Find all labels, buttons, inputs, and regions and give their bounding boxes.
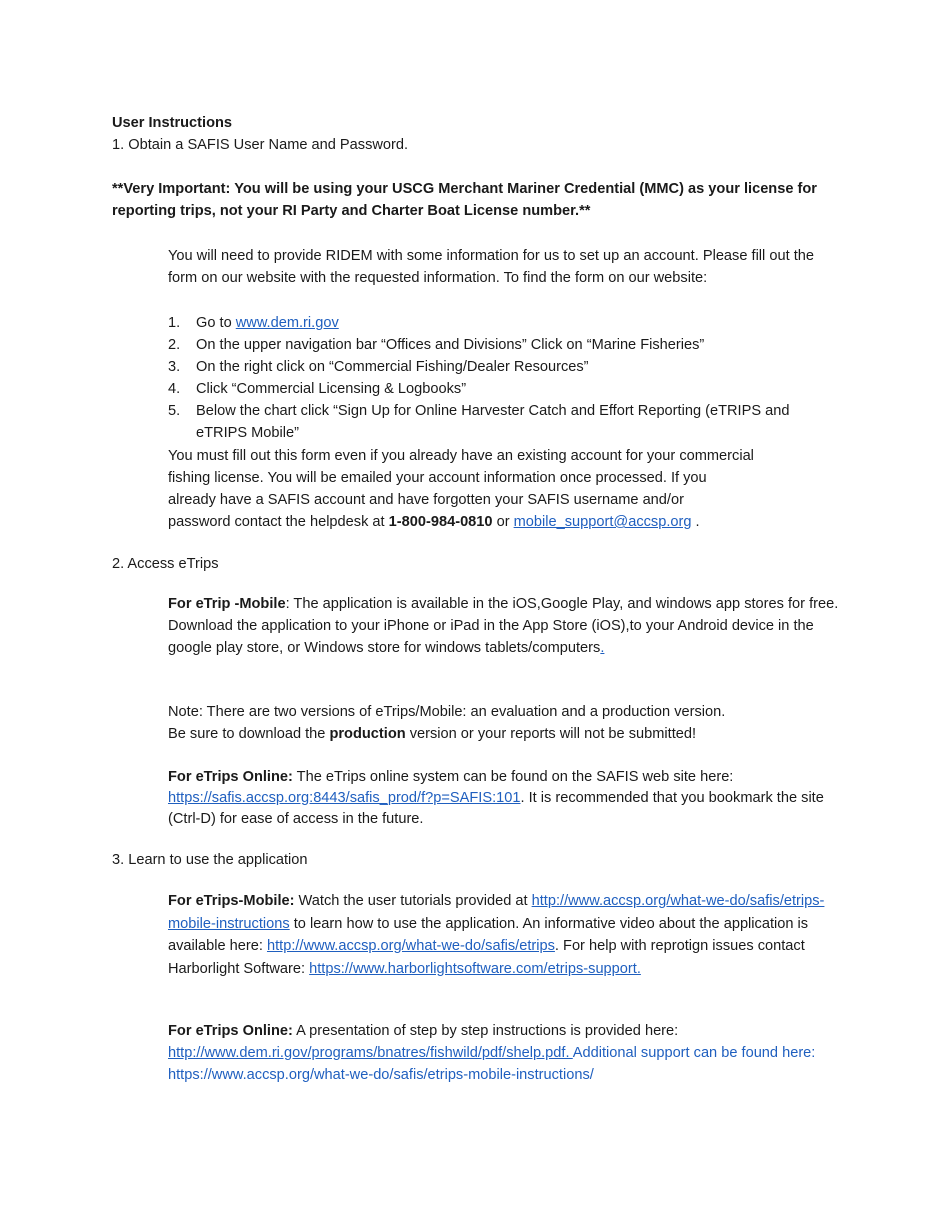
list-item: 5. Below the chart click “Sign Up for Online Harvester Catch and Effort Reporting (eTRIPS and eTRIPS Mobile” <box>168 403 790 441</box>
step-2-text: 2. Access eTrips <box>112 556 219 572</box>
tutorials-link[interactable]: http://www.accsp.org/what-we-do/safis/etrips-mobile-instructions <box>168 893 825 932</box>
instructions-list <box>168 312 840 444</box>
mobile-period-link[interactable]: . <box>600 640 605 656</box>
additional-support-text: Additional support can be found here: https://www.accsp.org/what-we-do/safis/etrips-mobile-instructions/ <box>168 1045 816 1083</box>
list-item: 3. On the right click on “Commercial Fishing/Dealer Resources” <box>168 359 589 375</box>
fillout-paragraph: You must fill out this form even if you already have an existing account for your commercial fishing license. You will be emailed your account information once processed. If you already have a SAFIS account and have forgotten your SAFIS username and/or password contact the helpdesk at 1-800-984-0810 or mobile_support@accsp.org . <box>168 448 754 530</box>
helpdesk-phone: 1-800-984-0810 <box>388 514 493 530</box>
list-item: 2. On the upper navigation bar “Offices and Divisions” Click on “Marine Fisheries” <box>168 337 705 353</box>
dem-website-link[interactable]: www.dem.ri.gov <box>235 315 339 331</box>
list-item: 4. Click “Commercial Licensing & Logbooks” <box>168 381 467 397</box>
safis-link[interactable]: https://safis.accsp.org:8443/safis_prod/f?p=SAFIS:101 <box>168 790 521 806</box>
step-1-text: 1. Obtain a SAFIS User Name and Password. <box>112 137 409 153</box>
learn-online-paragraph: For eTrips Online: A presentation of step by step instructions is provided here: http://www.dem.ri.gov/programs/bnatres/fishwild/pdf/shelp.pdf. Additional support can be found here: https://www.accsp.org/what-we-do/safis/etrips-mobile-instructions/ <box>168 1023 816 1083</box>
learn-mobile-paragraph: For eTrips-Mobile: Watch the user tutorials provided at http://www.accsp.org/what-we-do/safis/etrips-mobile-instructions to learn how to use the application. An informative video about the application is available here: http://www.accsp.org/what-we-do/safis/etrips. For help with reprotign issues contact Harborlight Software: https://www.harborlightsoftware.com/etrips-support. <box>168 893 825 977</box>
etrips-online-paragraph: For eTrips Online: The eTrips online system can be found on the SAFIS web site here: https://safis.accsp.org:8443/safis_prod/f?p=SAFIS:101. It is recommended that you bookmark the site (Ctrl-D) for ease of access in the future. <box>168 769 824 827</box>
note-paragraph: Note: There are two versions of eTrips/Mobile: an evaluation and a production version. Be sure to download the production version or your reports will not be submitted! <box>168 704 726 742</box>
section-heading: User Instructions <box>112 115 233 131</box>
support-email-link[interactable]: mobile_support@accsp.org <box>513 514 692 530</box>
step-3-text: 3. Learn to use the application <box>112 852 308 868</box>
important-notice: **Very Important: You will be using your USCG Merchant Mariner Credential (MMC) as your license for reporting trips, not your RI Party and Charter Boat License number.** <box>112 181 817 219</box>
list-item: 1. Go to www.dem.ri.gov <box>168 315 339 331</box>
shelp-pdf-link[interactable]: http://www.dem.ri.gov/programs/bnatres/fishwild/pdf/shelp.pdf. <box>168 1045 573 1061</box>
harborlight-link[interactable]: https://www.harborlightsoftware.com/etrips-support. <box>309 960 641 977</box>
etrip-mobile-paragraph: For eTrip -Mobile: The application is available in the iOS,Google Play, and windows app stores for free. Download the application to your iPhone or iPad in the App Store (iOS),to your Android device in the google play store, or Windows store for windows tablets/computers. <box>168 596 839 656</box>
video-link[interactable]: http://www.accsp.org/what-we-do/safis/etrips <box>266 938 555 954</box>
intro-paragraph: You will need to provide RIDEM with some information for us to set up an account. Please fill out the form on our website with the requested information. To find the form on our website: <box>168 248 814 286</box>
